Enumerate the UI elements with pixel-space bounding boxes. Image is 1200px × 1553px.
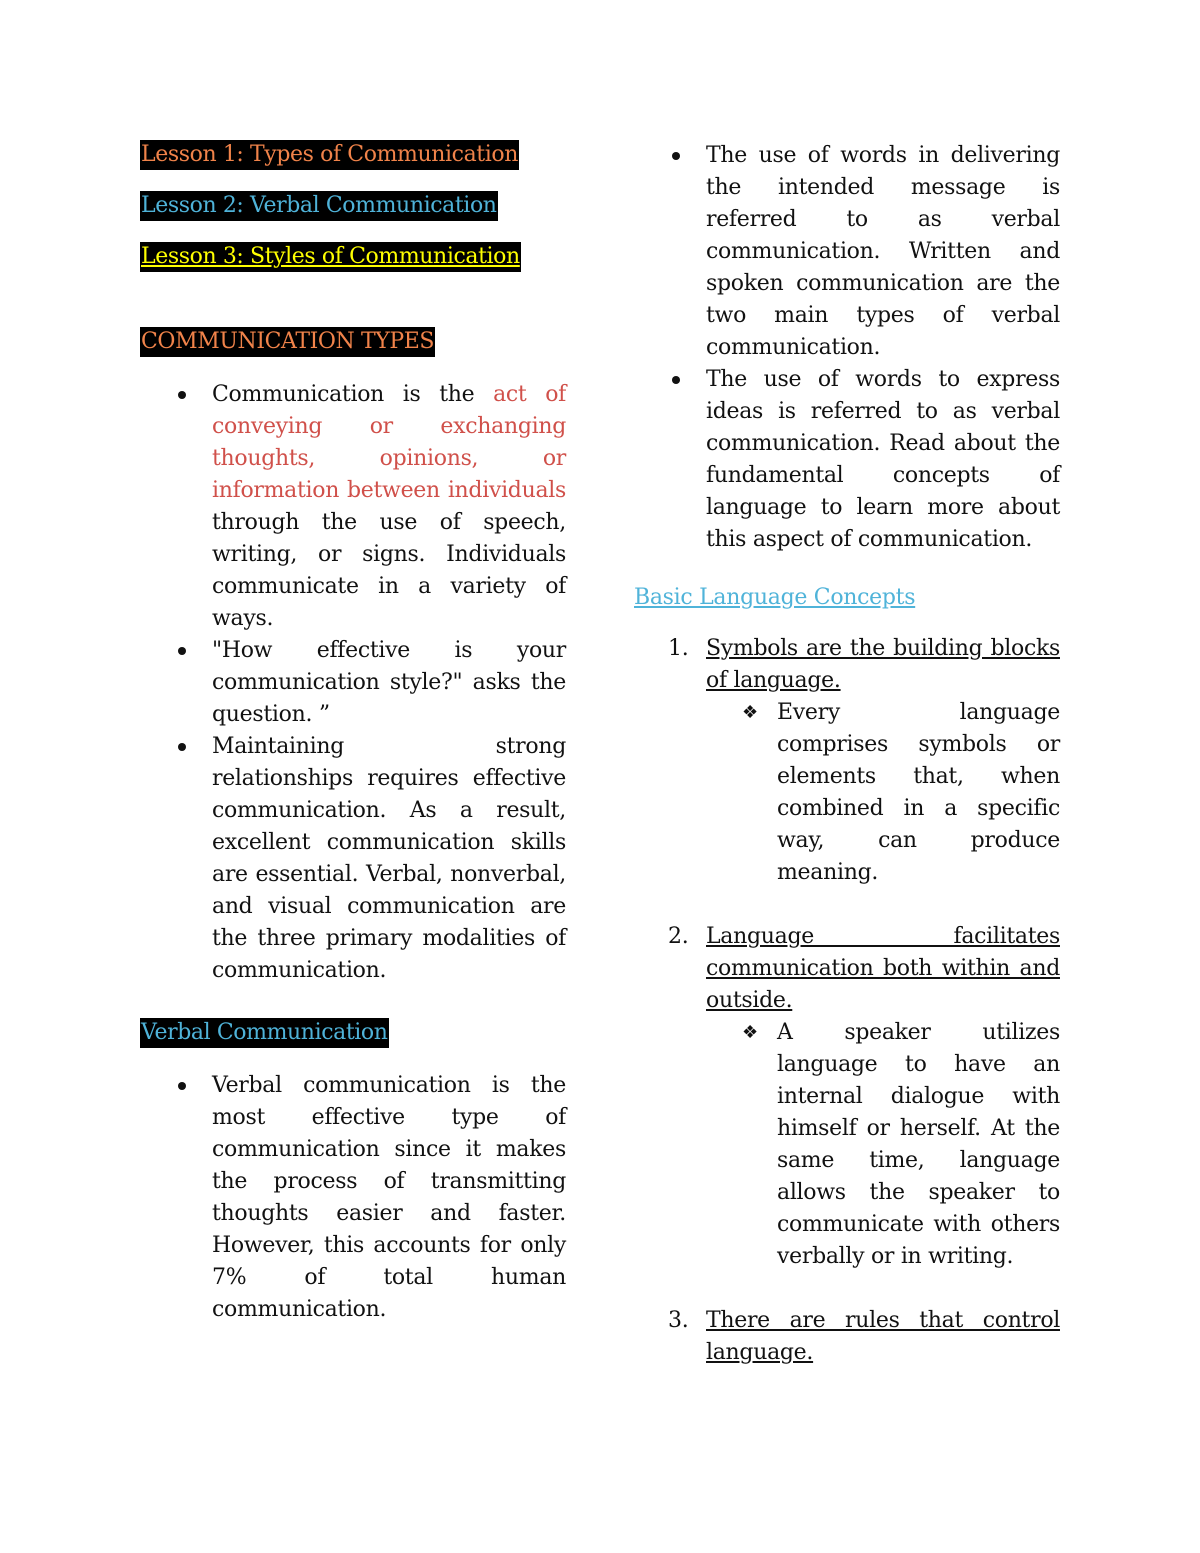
bullet-icon [178,647,186,655]
numbered-item [634,921,1060,1305]
sub-item-text: A speaker utilizes language to have an internal dialogue with himself or herself. At the same time, language allows the speaker to communicate with others verbally or in writing. [777,1020,1060,1269]
verbal-communication-list-continued [634,140,1060,556]
communication-types-heading: COMMUNICATION TYPES [140,327,435,357]
bullet-icon [178,743,186,751]
concept-title: Symbols are the building blocks of language. [706,636,1060,693]
left-column [140,140,566,1326]
item-text: Verbal communication is the most effective type of communication since it makes the process of transmitting thoughts easier and faster. However, this accounts for only 7% of total human communication. [212,1073,566,1322]
numbered-item [634,1305,1060,1369]
lesson-2-heading: Lesson 2: Verbal Communication [140,191,498,221]
diamond-bullet-icon: ❖ [742,1022,758,1043]
list-item [140,731,566,987]
sub-list [706,697,1060,889]
list-item [634,364,1060,556]
lesson-1-heading: Lesson 1: Types of Communication [140,140,519,170]
list-item [634,140,1060,364]
definition-highlight: act of conveying or exchanging thoughts, opinions, or information between individuals [212,382,566,503]
item-text: "How effective is your communication style?" asks the question. ” [212,638,566,727]
sub-list [706,1017,1060,1273]
numbered-item [634,633,1060,921]
list-item [140,379,566,635]
language-concepts-list [634,633,1060,1369]
item-number: 1. [668,636,689,661]
bullet-icon [672,152,680,160]
diamond-bullet-icon: ❖ [742,702,758,723]
item-text: The use of words in delivering the intended message is referred to as verbal communication. Written and spoken communication are the two main types of verbal communication. [706,143,1060,360]
right-column [634,140,1060,1369]
sub-item-text: Every language comprises symbols or elements that, when combined in a specific way, can produce meaning. [777,700,1060,885]
item-text: The use of words to express ideas is referred to as verbal communication. Read about the fundamental concepts of language to learn more about this aspect of communication. [706,367,1060,552]
item-number: 2. [668,924,689,949]
item-text: Maintaining strong relationships requires effective communication. As a result, excellent communication skills are essential. Verbal, nonverbal, and visual communication are the three primary modalities of communication. [212,734,566,983]
sub-item [706,1017,1060,1273]
bullet-icon [178,391,186,399]
verbal-communication-heading: Verbal Communication [140,1018,389,1048]
list-item [140,635,566,731]
item-text: through the use of speech, writing, or signs. Individuals communicate in a variety of ways. [212,510,566,631]
concept-title: There are rules that control language. [706,1308,1060,1365]
list-item [140,1070,566,1326]
lesson-3-heading: Lesson 3: Styles of Communication [140,242,521,272]
communication-types-list [140,379,566,987]
basic-language-concepts-link[interactable]: Basic Language Concepts [634,585,916,610]
verbal-communication-list [140,1070,566,1326]
item-number: 3. [668,1308,689,1333]
concept-title: Language facilitates communication both within and outside. [706,924,1060,1013]
bullet-icon [672,376,680,384]
item-text: Communication is the [212,382,494,407]
bullet-icon [178,1082,186,1090]
sub-item [706,697,1060,889]
